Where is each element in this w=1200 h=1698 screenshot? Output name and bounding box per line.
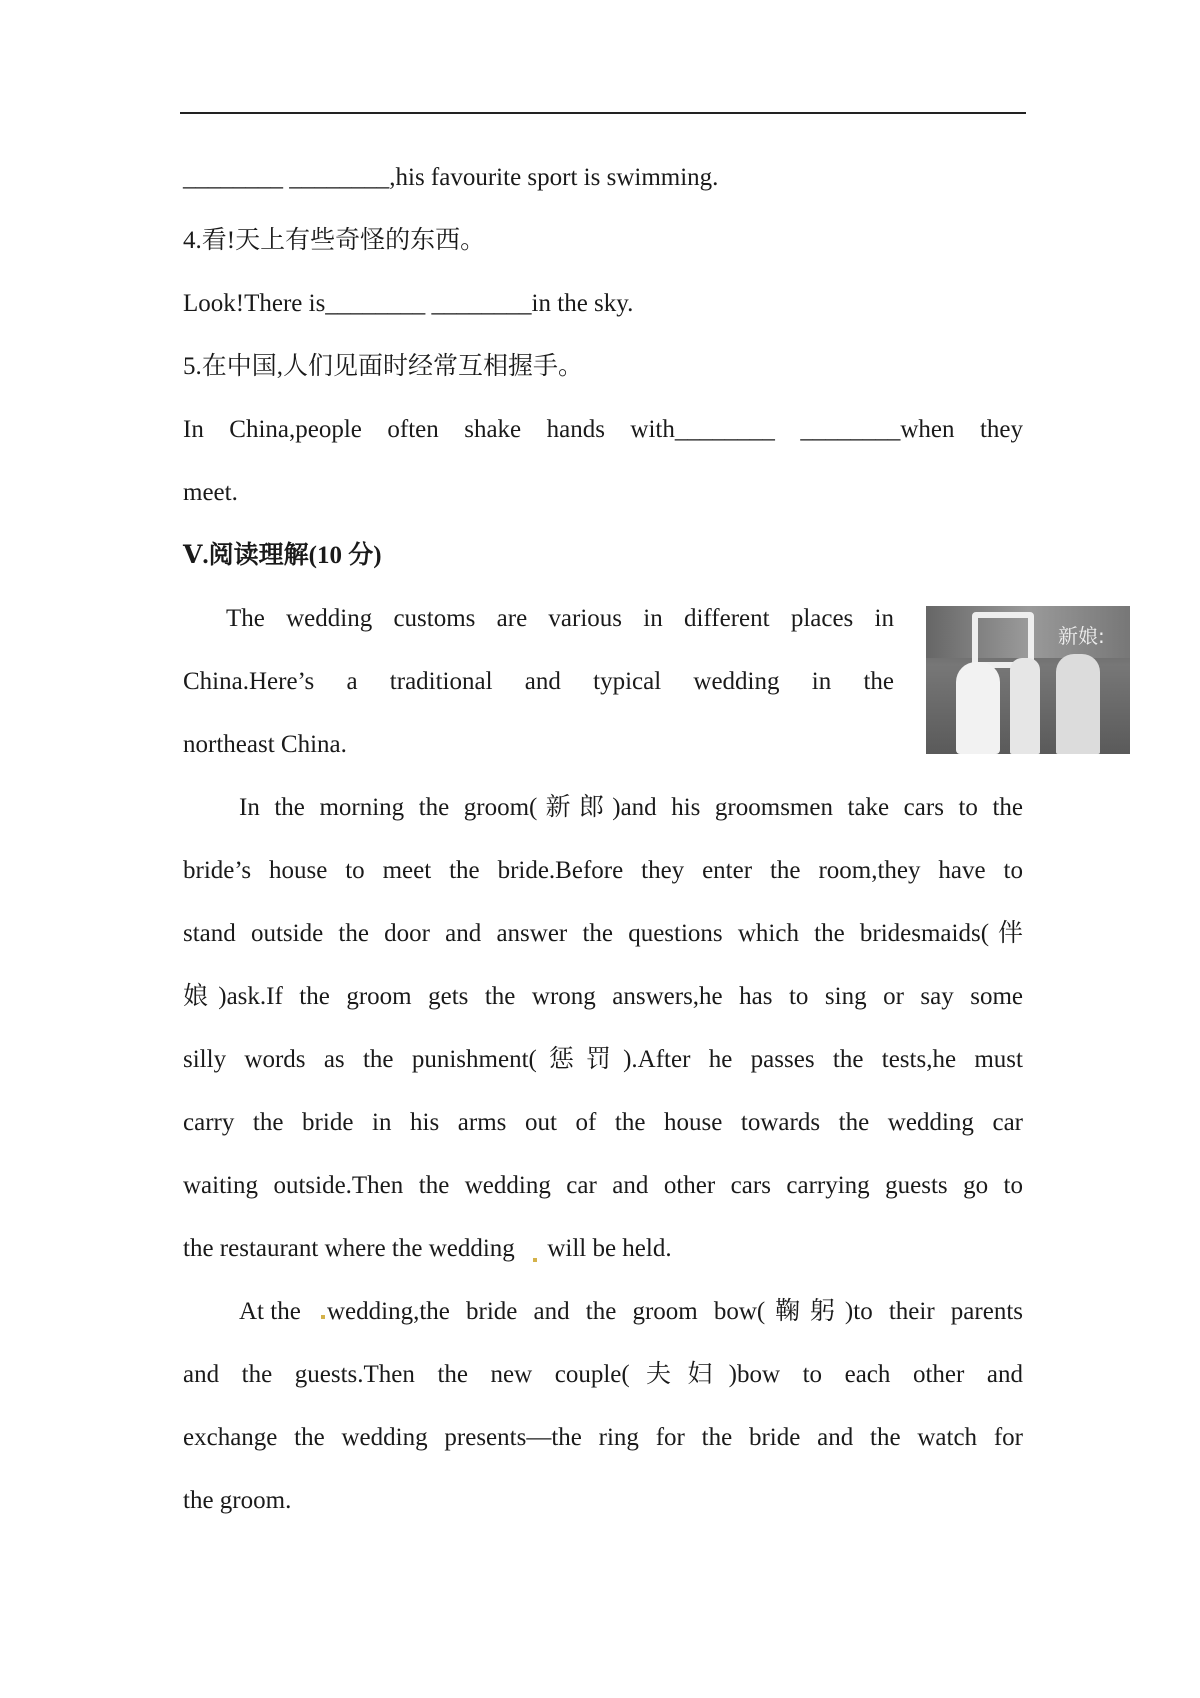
para3-line3: exchange the wedding presents—the ring for the bride and the watch for bbox=[183, 1424, 1023, 1451]
section-heading: Ⅴ.阅读理解(10 分) bbox=[183, 542, 382, 569]
para2-line4: 娘)ask.If the groom gets the wrong answers,he has to sing or say some bbox=[183, 983, 1023, 1010]
para3-line2: and the guests.Then the new couple(夫妇)bow to each other and bbox=[183, 1361, 1023, 1388]
question-5: 5.在中国,人们见面时经常互相握手。 bbox=[183, 353, 584, 380]
para3-line1 bbox=[239, 1297, 1023, 1327]
top-rule bbox=[180, 112, 1026, 114]
para2-line3: stand outside the door and answer the questions which the bridesmaids(伴 bbox=[183, 920, 1023, 947]
para2-line7: waiting outside.Then the wedding car and other cars carrying guests go to bbox=[183, 1172, 1023, 1199]
para2-line8-part2: will be held. bbox=[547, 1235, 672, 1262]
photo-bride bbox=[956, 662, 1000, 754]
para1-line2: China.Here’s a traditional and typical wedding in the bbox=[183, 668, 894, 695]
para1-line3: northeast China. bbox=[183, 731, 347, 758]
mark-dot bbox=[321, 1315, 325, 1319]
para2-line2: bride’s house to meet the bride.Before they enter the room,they have to bbox=[183, 857, 1023, 884]
photo-groom bbox=[1010, 658, 1040, 754]
para3-line1-part2: wedding,the bride and the groom bow(鞠躬)to their parents bbox=[327, 1298, 1023, 1325]
para2-line6: carry the bride in his arms out of the house towards the wedding car bbox=[183, 1109, 1023, 1136]
answer-line-5: In China,people often shake hands with________ ________when they bbox=[183, 416, 1023, 443]
wedding-photo bbox=[926, 606, 1130, 754]
para2-line8 bbox=[183, 1234, 1023, 1264]
mark-dot bbox=[533, 1258, 537, 1262]
para2-line8-part1: the restaurant where the wedding bbox=[183, 1235, 515, 1262]
photo-host bbox=[1056, 654, 1100, 754]
question-4: 4.看!天上有些奇怪的东西。 bbox=[183, 227, 486, 254]
photo-sign-text: 新娘: bbox=[1058, 624, 1105, 648]
para1-line1: The wedding customs are various in different places in bbox=[226, 605, 894, 632]
para3-line1-rest bbox=[321, 1297, 1023, 1327]
para3-line4: the groom. bbox=[183, 1487, 292, 1514]
para3-line1-part1: At the bbox=[239, 1298, 301, 1325]
answer-line-5-cont: meet. bbox=[183, 479, 238, 506]
answer-line-4: Look!There is________ ________in the sky. bbox=[183, 290, 634, 317]
answer-line-3: ________ ________,his favourite sport is swimming. bbox=[183, 164, 719, 191]
para2-line5: silly words as the punishment(惩罚).After he passes the tests,he must bbox=[183, 1046, 1023, 1073]
para2-line1: In the morning the groom(新郎)and his groomsmen take cars to the bbox=[239, 794, 1023, 821]
